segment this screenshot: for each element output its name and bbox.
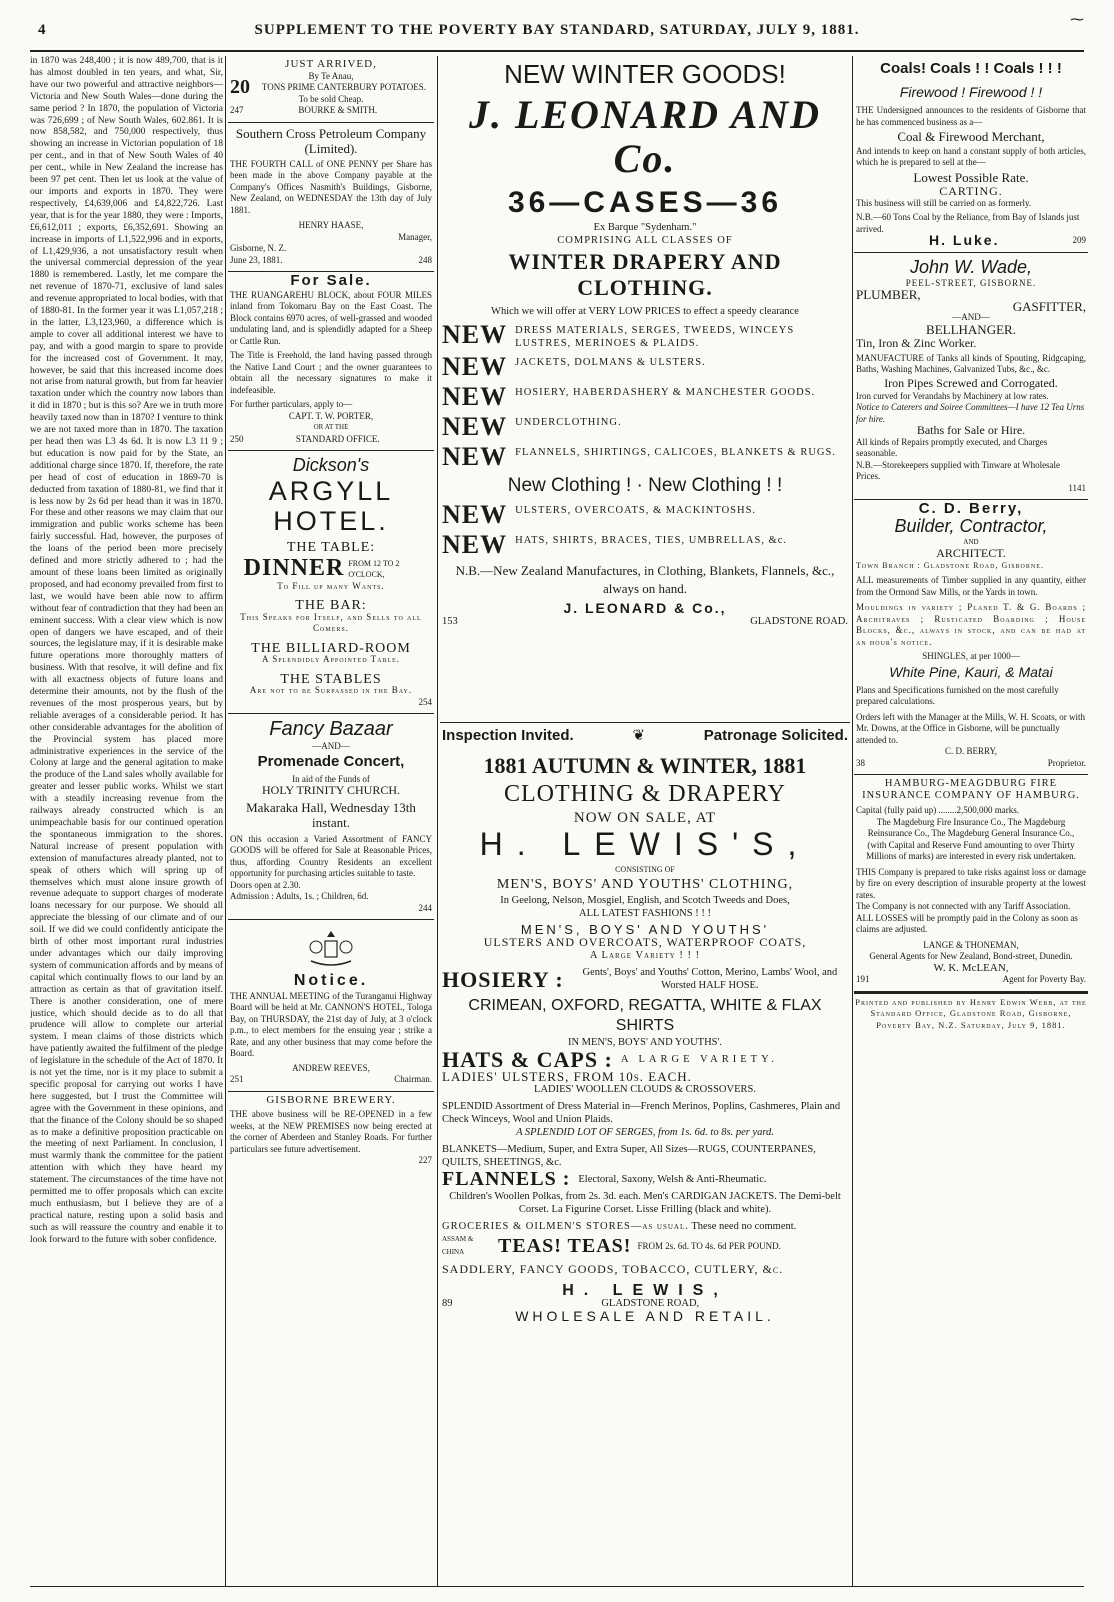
leonard-comprising: COMPRISING ALL CLASSES OF <box>557 235 733 246</box>
lewis-consisting: CONSISTING OF <box>615 865 675 874</box>
lewis-hosiery-desc: Gents', Boys' and Youths' Cotton, Merino, Lambs' Wool, and Worsted HALF HOSE. <box>582 967 838 991</box>
wade-bellhanger: BELLHANGER. <box>926 321 1016 337</box>
lewis-blankets: BLANKETS—Medium, Super, and Extra Super, All Sizes—RUGS, COUNTERPANES, QUILTS, SHEETINGS, &c. <box>442 1144 816 1168</box>
just-arrived-number: 20 <box>230 76 250 98</box>
lewis-hosiery: HOSIERY : <box>442 966 564 992</box>
new-item: UNDERCLOTHING. <box>515 417 622 428</box>
page-number: 4 <box>38 22 46 38</box>
column-ads-2 <box>228 56 434 1586</box>
insurance-capital: Capital (fully paid up) ........2,500,000 marks. <box>856 805 1019 815</box>
berry-shingles: SHINGLES, at per 1000— <box>922 651 1020 661</box>
lewis-tea-price: FROM 2s. 6d. TO 4s. 6d PER POUND. <box>637 1240 781 1251</box>
ad-ref: 209 <box>1072 235 1086 245</box>
ad-ref: 153 <box>442 616 458 627</box>
lewis-shirts-sub: IN MEN'S, BOYS' AND YOUTHS'. <box>567 1037 723 1048</box>
berry-orders: Orders left with the Manager at the Mills, W. H. Scoats, or with Mr. Downs, at the Office in Gisborne, will be punctually attended to. <box>856 711 1085 745</box>
petroleum-body: THE FOURTH CALL of ONE PENNY per Share has been made in the above Company payable at the Company's Offices Nasmith's Buildings, Gisborne, New Zealand, on WEDNESDAY the 13th day of July 1881. <box>230 158 432 215</box>
bazaar-aid: In aid of the Funds of <box>292 773 370 784</box>
lewis-hats-desc: A LARGE VARIETY. <box>620 1054 778 1065</box>
column-article <box>30 56 223 1586</box>
new-item: ULSTERS, OVERCOATS, & MACKINTOSHS. <box>515 505 757 516</box>
wade-name: John W. Wade, <box>909 256 1033 277</box>
luke-sign: H. Luke. <box>929 232 1000 248</box>
leonard-new-line <box>442 322 848 350</box>
hotel-name: ARGYLL HOTEL. <box>268 476 394 536</box>
new-item: HATS, SHIRTS, BRACES, TIES, UMBRELLAS, &c. <box>515 535 788 546</box>
bazaar-admission: Admission : Adults, 1s. ; Children, 6d. <box>230 891 369 901</box>
leonard-drapery: WINTER DRAPERY AND CLOTHING. <box>508 249 782 300</box>
bazaar-body: ON this occasion a Varied Assortment of FANCY GOODS will be offered for Sale at Reasonable Prices, thus, affording Country Residents an excellent opportunity for purchasing articles suitable to taste. <box>230 833 432 878</box>
for-sale-title-note: The Title is Freehold, the land having passed through the Native Land Court ; and the owner guarantees to obtain all the necessary signatures to make it indefeasible. <box>230 350 432 395</box>
column-ads-4 <box>854 56 1088 1586</box>
royal-crest-icon <box>230 927 432 971</box>
notice-heading: Notice. <box>293 972 369 989</box>
lewis-tweeds: In Geelong, Nelson, Mosgiel, English, and Scotch Tweeds and Does, <box>500 895 790 906</box>
ad-ref: 227 <box>418 1155 432 1165</box>
berry-title: Proprietor. <box>1047 757 1086 768</box>
ad-ref: 244 <box>418 902 432 913</box>
for-sale-heading: For Sale. <box>290 272 372 289</box>
lewis-now-on-sale: NOW ON SALE, AT <box>573 810 717 826</box>
ad-ref: 247 <box>230 105 244 115</box>
petroleum-date: June 23, 1881. <box>230 254 283 265</box>
wade-pipes: Iron Pipes Screwed and Corrogated. <box>884 375 1058 390</box>
lewis-ladies: LADIES' ULSTERS, FROM 10s. EACH. <box>442 1069 692 1084</box>
leonard-cases: 36—CASES—36 <box>507 186 783 219</box>
ornament-icon: ❦ <box>632 727 646 744</box>
ad-ref: 248 <box>418 254 432 265</box>
insurance-agents: LANGE & THONEMAN, <box>923 939 1019 950</box>
lewis-no-comment: These need no comment. <box>691 1221 797 1232</box>
ad-lewis <box>440 723 850 1328</box>
hotel-dinner-note: To Fill up many Wants. <box>277 580 385 591</box>
insurance-cos: The Magdeburg Fire Insurance Co., The Magdeburg Reinsurance Co., The Magdeburg General Insurance Co., <box>867 816 1075 838</box>
luke-headline: Coals! Coals ! ! Coals ! ! ! <box>880 60 1062 77</box>
bazaar-doors: Doors open at 2.30. <box>230 879 301 890</box>
brewery-heading: GISBORNE BREWERY. <box>266 1093 396 1106</box>
leonard-new-line <box>442 502 848 528</box>
imprint: Printed and published by Henry Edwin Webb, at the Standard Office, Gladstone Road, Gisborne, Poverty Bay, N.Z. Saturday, July 9, 1881. <box>854 992 1088 1032</box>
new-item: FLANNELS, SHIRTINGS, CALICOES, BLANKETS & RUGS. <box>515 447 836 458</box>
just-arrived-item: TONS PRIME CANTERBURY POTATOES. <box>261 82 427 92</box>
masthead-rule <box>30 50 1084 52</box>
lewis-splendid: SPLENDID Assortment of Dress Material in—French Merinos, Poplins, Cashmeres, Plain and Check Winceys, Wool and Union Plaids. <box>442 1101 841 1125</box>
article-paragraph: in 1870 was 248,400 ; it is now 489,700, that is it has almost doubled in ten years, and what, Sir, have our two powerful and attractive neighbors—Victoria and New South Wales—done during the same period ? In 1870, the population of Victoria was 726,699 ; of New South Wales, 602.861. It is now 858,582, and 750,000 respectively, thus showing an increase in Victorian population of 18 per cent., and in that of New South Wales of 40 per cent., while in New Zealand the increase has been 97 pet cent. Then let us look at the value of our imports and exports in 1870. They were respectively, £4,639,006 and £4,822,726. Last year, that is for the year 1880, they were : Imports, £6,612,011 ; exports, £6,352,691. Showing an increase in imports of L1,522,996 and in exports, of L1,429,936, a not unsatisfactory result when the universal commercial depression of the year 1880 is remembered. Lastly, let me compare the net revenue of 1870-71, exclusive of land sales and revenue appropriated to local bodies, with that of 1880-81. In the former year it was L1,057,218 ; in the latter, L3,123,960, a difference which is ample to cover all additional interest we have to pay, and with a good margin to spare to provide for the increased cost of Government. It may, however, be said that this increased income does not arise from natural growth, but from far heavier taxation under which the country now labors than it did in 1870 ; but is this so? Are we in truth more heavily taxed now than in 1870? I venture to think we are not taxed more than in 1870. The taxation per head then was L3 4s 6d. It is now L3 11 9 ; but education is now paid for by the State, an additional charge since 1870. If, therefore, the rate per head of cost of education in 1869-70 is deducted from taxation of 1880-81, we find that it is less now by 2s 6d per head than it was in 1870. For these and other reasons we may claim that our immigration and public works scheme has been fairly successful. Had, however, the purposes of the loans of the period been more precisely defined and more strictly adhered to ; had the amount of these loans been limited as originally proposed, and had economy prevailed from first to last, we would have been able now to affirm without fear of contradiction that they had been an eminent success. With a clear view which is now open of dangers we have escaped, and of their sources, the legislature may, if it is desirable make future operations more thoroughly matters of business. With that resolve, it will define and fix with all exactness objects of future loans and determine their amounts, not by the flush of the revenues of the most prosperous years, but by reliable averages of a considerable period. It has other considerable advantages for the abolition of the Provincial system has placed more administrative experiences in the service of the Colony at large and the general agitation to make the produce of the Land sales wholly available for greater and lesser public works. Whilst we start with a steadily increasing revenue from the railways already constructed which is an unimpeachable basis for our continued operation the spontaneous immigration to the shores. Natural increase of present population with extension of manufactures already planted, not to speak of others which will spring up of themselves which must alone insure growth of revenue adequate to support charges of moderate loans necessary for our purpose. We should all appreciate the blessing of our climate and of our soil. If we did we could confidently anticipate the birth of other most important rural industries under advantages which our daily improving system of communication affords and by means of capital which continually flows to our land by an attraction as certain as that of gravitation itself. There is another consideration, one of mere justice, which should decide as to do all that prudence will allow to complete our arterial system. I mean claims of those districts which have patiently awaited the fulfilment of the pledge of legislature in the schedule of the Act of 1870. It is not yet the time, nor is it my place to submit a specific proposal for carrying out works I have here suggested, but I trust the Committee will agree with the Government in these opinions, and that the finance of the Colony should be so shaped as to make a definitive proposition practicable on the meeting of next Parliament. In conclusion, I must warmly thank the committee for the patient attention with which they have heard my statement. The circumstances of the time have not permitted me to offer proposals which can excite much enthusiasm, but I believe they are of a practical nature, resting upon a solid basis and such as will reassure the country and enable it to look forward to the future with sober confidence. <box>30 56 223 1245</box>
ad-wade <box>854 253 1088 501</box>
leonard-new-line <box>442 384 848 410</box>
hotel-table-heading: THE TABLE: <box>286 540 376 555</box>
column-divider <box>852 56 853 1586</box>
wade-nb: N.B.—Storekeepers supplied with Tinware at Wholesale Prices. <box>856 459 1061 481</box>
berry-plans: Plans and Specifications furnished on the most carefully prepared calculations. <box>856 684 1059 706</box>
lewis-flannels: FLANNELS : <box>442 1168 571 1190</box>
new-item: HOSIERY, HABERDASHERY & MANCHESTER GOODS. <box>515 387 816 398</box>
notice-body: THE ANNUAL MEETING of the Turanganui Highway Board will be held at Mr. CANNON'S HOTEL, Tologa Bay, on THURSDAY, the 21st day of July, at 3 o'clock p.m., to elect members for the ensuing year ; strike a Rate, and any other business that may come before the Board. <box>230 990 432 1058</box>
wade-street: PEEL-STREET, GISBORNE. <box>905 277 1037 288</box>
berry-trade: Builder, Contractor, <box>894 515 1048 536</box>
new-label: NEW <box>442 500 508 529</box>
insurance-reserve: (with Capital and Reserve Fund amounting to over Thirty Millions of marks) are interested in every risk undertaken. <box>866 839 1076 861</box>
luke-nb: N.B.—60 Tons Coal by the Reliance, from Bay of Islands just arrived. <box>856 212 1080 234</box>
berry-pine: White Pine, Kauri, & Matai <box>889 663 1053 680</box>
ad-insurance <box>854 775 1088 992</box>
ad-petroleum <box>228 123 434 273</box>
lewis-address: GLADSTONE ROAD, <box>601 1298 700 1309</box>
bazaar-venue: Makaraka Hall, Wednesday 13th instant. <box>246 799 416 830</box>
leonard-sign: J. LEONARD & Co., <box>563 600 727 616</box>
for-sale-contact-loc2: STANDARD OFFICE. <box>295 433 380 444</box>
lewis-variety: A Large Variety ! ! ! <box>589 950 701 961</box>
hotel-billiard-note: A Splendidly Appointed Table. <box>261 654 401 664</box>
ad-ref: 251 <box>230 1074 244 1084</box>
column-ads-3 <box>440 56 850 1586</box>
lewis-fashions: ALL LATEST FASHIONS ! ! ! <box>579 908 711 919</box>
leonard-barque: Ex Barque "Sydenham." <box>593 222 697 233</box>
footer-rule <box>30 1586 1084 1587</box>
luke-body: THE Undersigned announces to the residents of Gisborne that he has commenced business as a— <box>856 105 1086 127</box>
page-header <box>30 13 1084 50</box>
notice-title: Chairman. <box>394 1074 432 1084</box>
luke-rate: Lowest Possible Rate. <box>913 169 1029 185</box>
lewis-mens2: MEN'S, BOYS' AND YOUTHS' <box>520 922 770 937</box>
masthead: SUPPLEMENT TO THE POVERTY BAY STANDARD, SATURDAY, JULY 9, 1881. <box>254 22 860 38</box>
leonard-address: GLADSTONE ROAD. <box>750 616 848 627</box>
insurance-losses: ALL LOSSES will be promptly paid in the Colony as soon as claims are adjusted. <box>856 912 1078 934</box>
leonard-new-line <box>442 532 848 558</box>
leonard-new-line <box>442 444 848 470</box>
for-sale-contact-loc1: OR AT THE <box>313 423 349 431</box>
wade-and: —AND— <box>952 312 990 322</box>
new-item: JACKETS, DOLMANS & ULSTERS. <box>515 357 706 368</box>
lewis-groceries: GROCERIES & OILMEN'S STORES—as usual. <box>442 1221 689 1232</box>
bazaar-and: —AND— <box>312 741 350 751</box>
insurance-tariff: The Company is not connected with any Tariff Association. <box>856 901 1071 911</box>
ad-fancy-bazaar <box>228 714 434 920</box>
hotel-dinner: DINNER <box>243 555 345 582</box>
for-sale-body: THE RUANGAREHU BLOCK, about FOUR MILES inland from Tokomaru Bay on the East Coast. The Block contains 6970 acres, of well-grassed and wooded undulating land, and is splendidly adapted for a Sheep or Cattle Run. <box>230 289 432 346</box>
notice-signer: ANDREW REEVES, <box>292 1062 370 1073</box>
petroleum-title: Manager, <box>398 231 432 242</box>
leonard-offer: Which we will offer at VERY LOW PRICES to effect a speedy clearance <box>491 306 799 317</box>
insurance-heading: HAMBURG-MEAGDBURG FIRE INSURANCE COMPANY OF HAMBURG. <box>862 778 1080 801</box>
wade-tin: Tin, Iron & Zinc Worker. <box>856 336 977 350</box>
ad-brewery <box>228 1092 434 1172</box>
luke-keep: And intends to keep on hand a constant supply of both articles, which he is prepared to sell at the— <box>856 145 1086 167</box>
leonard-firm: J. LEONARD AND Co. <box>468 92 822 181</box>
printer-mark-icon: ⁓ <box>1070 13 1084 28</box>
lewis-assam: ASSAM & CHINA <box>442 1235 474 1256</box>
bazaar-concert: Promenade Concert, <box>257 752 405 770</box>
just-arrived-heading: JUST ARRIVED, <box>285 58 377 70</box>
petroleum-heading: Southern Cross Petroleum Company (Limited). <box>235 125 427 156</box>
ad-just-arrived <box>228 56 434 123</box>
column-divider <box>437 56 438 1586</box>
new-label: NEW <box>442 382 508 411</box>
lewis-hats: HATS & CAPS : <box>442 1047 613 1072</box>
wade-gasfitter: GASFITTER, <box>1012 298 1086 314</box>
lewis-inspection: Inspection Invited. <box>442 727 574 744</box>
hotel-owner: Dickson's <box>292 455 370 475</box>
berry-branch: Town Branch : Gladstone Road, Gisborne. <box>856 560 1044 570</box>
ad-ref: 191 <box>856 974 870 984</box>
wade-repairs: All kinds of Repairs promptly executed, and Charges seasonable. <box>856 436 1048 458</box>
lewis-shirts: CRIMEAN, OXFORD, REGATTA, WHITE & FLAX SHIRTS <box>468 997 822 1034</box>
ad-ref: 38 <box>856 757 865 768</box>
ad-ref: 254 <box>418 696 432 707</box>
ad-berry <box>854 500 1088 775</box>
lewis-sign: H. LEWIS, <box>562 1282 728 1299</box>
ad-notice <box>228 920 434 1092</box>
wade-baths: Baths for Sale or Hire. <box>916 423 1026 437</box>
lewis-season: 1881 AUTUMN & WINTER, 1881 <box>483 753 807 778</box>
hotel-stables-heading: THE STABLES <box>280 671 382 687</box>
new-item: DRESS MATERIALS, SERGES, TWEEDS, WINCEYS LUSTRES, MERINOES & PLAIDS. <box>515 325 795 349</box>
luke-firewood: Firewood ! Firewood ! ! <box>899 84 1043 100</box>
lewis-clothing: CLOTHING & DRAPERY <box>503 781 786 807</box>
ad-luke <box>854 56 1088 253</box>
ad-ref: 250 <box>230 433 244 444</box>
bazaar-church: HOLY TRINITY CHURCH. <box>261 783 401 797</box>
lewis-saddlery: SADDLERY, FANCY GOODS, TOBACCO, CUTLERY, &c. <box>442 1262 784 1276</box>
just-arrived-note: To be sold Cheap. <box>298 93 364 104</box>
hotel-bar-heading: THE BAR: <box>295 598 367 613</box>
lewis-ulsters: ULSTERS AND OVERCOATS, WATERPROOF COATS, <box>483 935 807 949</box>
insurance-sign: W. K. McLEAN, <box>933 961 1009 974</box>
lewis-teas: TEAS! TEAS! <box>498 1234 632 1257</box>
ad-leonard <box>440 56 850 723</box>
insurance-body: THIS Company is prepared to take risks against loss or damage by fire on every description of insurable property at the lowest rates. <box>856 866 1086 900</box>
lewis-woollen: LADIES' WOOLLEN CLOUDS & CROSSOVERS. <box>534 1084 756 1095</box>
for-sale-contact: CAPT. T. W. PORTER, <box>288 410 374 421</box>
wade-plumber: PLUMBER, <box>856 287 921 302</box>
hotel-billiard-heading: THE BILLIARD-ROOM <box>251 640 411 656</box>
new-label: NEW <box>442 412 508 441</box>
hotel-dinner-time: FROM 12 TO 2 O'CLOCK, <box>348 558 400 579</box>
leonard-new-line <box>442 414 848 440</box>
insurance-title: Agent for Poverty Bay. <box>1002 974 1086 984</box>
petroleum-signer: HENRY HAASE, <box>298 220 364 230</box>
lewis-childrens: Children's Woollen Polkas, from 2s. 3d. each. Men's CARDIGAN JACKETS. The Demi-belt Corset. La Figurine Corset. Lisse Frilling (black and white). <box>449 1191 841 1215</box>
just-arrived-by: By Te Anau, <box>308 70 354 81</box>
hotel-stables-note: Are not to be Surpassed in the Bay. <box>249 685 413 695</box>
lewis-flannels-desc: Electoral, Saxony, Welsh & Anti-Rheumatic. <box>578 1174 767 1185</box>
bazaar-title: Fancy Bazaar <box>269 718 393 740</box>
ad-ref: 89 <box>442 1298 453 1309</box>
lewis-serges: A SPLENDID LOT OF SERGES, from 1s. 6d. to 8s. per yard. <box>516 1127 774 1138</box>
wade-notice: Notice to Caterers and Soiree Committees—I have 12 Tea Urns for hire. <box>856 402 1085 424</box>
just-arrived-seller: BOURKE & SMITH. <box>298 105 378 115</box>
berry-architect: ARCHITECT. <box>936 546 1006 560</box>
petroleum-place: Gisborne, N. Z. <box>230 243 287 253</box>
wade-manufacture: MANUFACTURE of Tanks all kinds of Spouting, Ridgcaping, Baths, Washing Machines, Galvanized Tubs, &c., &c. <box>856 352 1086 374</box>
leonard-nb: N.B.—New Zealand Manufactures, in Clothing, Blankets, Flannels, &c., always on hand. <box>455 563 835 596</box>
ad-argyll-hotel <box>228 451 434 714</box>
berry-name: C. D. Berry, <box>918 500 1024 517</box>
leonard-new-line <box>442 354 848 380</box>
ad-for-sale <box>228 272 434 451</box>
for-sale-apply: For further particulars, apply to— <box>230 399 353 409</box>
luke-trade: Coal & Firewood Merchant, <box>897 129 1045 144</box>
new-label: NEW <box>442 352 508 381</box>
hotel-bar-note: This Speaks for Itself, and Sells to all Comers. <box>240 611 422 633</box>
luke-carting: CARTING. <box>939 184 1003 198</box>
leonard-new-clothing: New Clothing ! · New Clothing ! ! <box>507 475 783 496</box>
lewis-mens: MEN'S, BOYS' AND YOUTHS' CLOTHING, <box>496 877 794 892</box>
column-divider <box>225 56 226 1586</box>
berry-mouldings: Mouldings in variety ; Planed T. & G. Boards ; Architraves ; Rusticated Boarding ; House Blocks, &c., always in stock, and can be had at an hour's notice. <box>856 602 1086 647</box>
new-label: NEW <box>442 530 508 559</box>
berry-and: AND <box>963 537 979 546</box>
luke-carting-note: This business will still be carried on as formerly. <box>856 197 1032 208</box>
wade-iron-curved: Iron curved for Verandahs by Machinery at low rates. <box>856 390 1049 401</box>
new-label: NEW <box>442 442 508 471</box>
leonard-headline: NEW WINTER GOODS! <box>504 59 786 89</box>
new-label: NEW <box>442 320 508 349</box>
lewis-shop: H. LEWIS'S, <box>479 826 811 862</box>
berry-sign: C. D. BERRY, <box>944 746 998 756</box>
lewis-wholesale: WHOLESALE AND RETAIL. <box>515 1308 775 1324</box>
ad-ref: 1141 <box>1068 482 1086 493</box>
berry-body: ALL measurements of Timber supplied in any quantity, either from the Ormond Saw Mills, or the Yards in town. <box>856 575 1086 597</box>
insurance-agents-desc: General Agents for New Zealand, Bond-street, Dunedin. <box>869 951 1073 961</box>
lewis-patronage: Patronage Solicited. <box>703 727 848 744</box>
brewery-body: THE above business will be RE-OPENED in a few weeks, at the NEW PREMISES now being erected at the corner of Aberdeen and Stanley Roads. For further particulars see future advertisement. <box>230 1109 432 1154</box>
